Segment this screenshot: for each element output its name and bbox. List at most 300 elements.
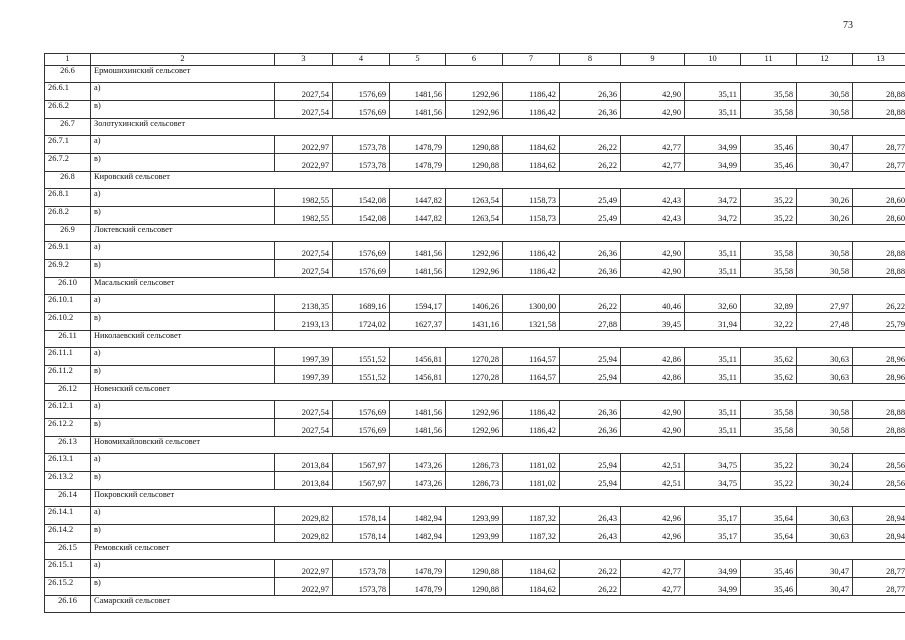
value-cell: 42,96 — [621, 525, 685, 543]
value-cell: 26,36 — [560, 242, 621, 260]
row-option: в) — [91, 260, 275, 278]
value-cell: 42,90 — [621, 401, 685, 419]
table-row — [45, 260, 905, 278]
value-cell: 1481,56 — [390, 419, 446, 437]
column-header: 13 — [853, 54, 905, 66]
value-cell: 28,88 — [853, 242, 905, 260]
value-cell: 28,96 — [853, 348, 905, 366]
group-number: 26.14 — [45, 490, 91, 507]
value-cell: 35,58 — [741, 419, 797, 437]
group-header-row — [45, 490, 905, 507]
group-header-row — [45, 172, 905, 189]
value-cell: 30,58 — [797, 242, 853, 260]
value-cell: 28,77 — [853, 136, 905, 154]
value-cell: 35,22 — [741, 454, 797, 472]
group-number: 26.16 — [45, 596, 91, 613]
row-id: 26.8.1 — [45, 189, 91, 207]
row-option: в) — [91, 366, 275, 384]
value-cell: 35,46 — [741, 136, 797, 154]
group-name: Локтевский сельсовет — [91, 225, 905, 242]
value-cell: 1627,37 — [390, 313, 446, 331]
value-cell: 2027,54 — [275, 242, 333, 260]
value-cell: 26,43 — [560, 507, 621, 525]
value-cell: 35,58 — [741, 260, 797, 278]
value-cell: 25,49 — [560, 189, 621, 207]
value-cell: 42,77 — [621, 154, 685, 172]
value-cell: 27,88 — [560, 313, 621, 331]
value-cell: 30,47 — [797, 136, 853, 154]
value-cell: 26,36 — [560, 83, 621, 101]
group-number: 26.8 — [45, 172, 91, 189]
row-option: а) — [91, 401, 275, 419]
value-cell: 26,36 — [560, 101, 621, 119]
group-name: Покровский сельсовет — [91, 490, 905, 507]
value-cell: 42,43 — [621, 189, 685, 207]
value-cell: 1181,02 — [503, 454, 560, 472]
value-cell: 1573,78 — [333, 154, 390, 172]
value-cell: 1576,69 — [333, 101, 390, 119]
page-number: 73 — [843, 20, 853, 31]
value-cell: 1573,78 — [333, 578, 390, 596]
row-id: 26.14.1 — [45, 507, 91, 525]
row-id: 26.8.2 — [45, 207, 91, 225]
row-id: 26.12.1 — [45, 401, 91, 419]
value-cell: 42,77 — [621, 136, 685, 154]
row-id: 26.13.2 — [45, 472, 91, 490]
group-number: 26.12 — [45, 384, 91, 401]
value-cell: 26,43 — [560, 525, 621, 543]
value-cell: 1292,96 — [446, 419, 503, 437]
value-cell: 1290,88 — [446, 136, 503, 154]
value-cell: 34,72 — [685, 189, 741, 207]
value-cell: 1578,14 — [333, 507, 390, 525]
value-cell: 1292,96 — [446, 401, 503, 419]
value-cell: 27,48 — [797, 313, 853, 331]
value-cell: 28,60 — [853, 189, 905, 207]
value-cell: 1186,42 — [503, 401, 560, 419]
value-cell: 28,88 — [853, 101, 905, 119]
row-option: в) — [91, 154, 275, 172]
column-header: 3 — [275, 54, 333, 66]
row-id: 26.9.2 — [45, 260, 91, 278]
row-option: в) — [91, 313, 275, 331]
value-cell: 42,96 — [621, 507, 685, 525]
value-cell: 1431,16 — [446, 313, 503, 331]
value-cell: 42,90 — [621, 242, 685, 260]
value-cell: 2193,13 — [275, 313, 333, 331]
value-cell: 28,60 — [853, 207, 905, 225]
value-cell: 30,63 — [797, 525, 853, 543]
value-cell: 28,77 — [853, 578, 905, 596]
value-cell: 32,60 — [685, 295, 741, 313]
value-cell: 35,58 — [741, 401, 797, 419]
row-option: а) — [91, 242, 275, 260]
value-cell: 1186,42 — [503, 260, 560, 278]
value-cell: 35,22 — [741, 207, 797, 225]
value-cell: 35,62 — [741, 348, 797, 366]
table-row — [45, 313, 905, 331]
value-cell: 1321,58 — [503, 313, 560, 331]
tariff-table — [44, 53, 905, 613]
value-cell: 1478,79 — [390, 560, 446, 578]
value-cell: 35,11 — [685, 419, 741, 437]
value-cell: 35,11 — [685, 242, 741, 260]
value-cell: 1481,56 — [390, 242, 446, 260]
table-body — [45, 54, 905, 613]
value-cell: 26,36 — [560, 260, 621, 278]
value-cell: 25,94 — [560, 348, 621, 366]
value-cell: 34,75 — [685, 472, 741, 490]
value-cell: 35,11 — [685, 348, 741, 366]
value-cell: 2013,84 — [275, 454, 333, 472]
column-header: 12 — [797, 54, 853, 66]
value-cell: 25,94 — [560, 366, 621, 384]
value-cell: 30,63 — [797, 507, 853, 525]
value-cell: 40,46 — [621, 295, 685, 313]
value-cell: 1567,97 — [333, 454, 390, 472]
value-cell: 1406,26 — [446, 295, 503, 313]
value-cell: 30,47 — [797, 154, 853, 172]
value-cell: 1481,56 — [390, 401, 446, 419]
value-cell: 2027,54 — [275, 260, 333, 278]
value-cell: 1578,14 — [333, 525, 390, 543]
value-cell: 2013,84 — [275, 472, 333, 490]
value-cell: 28,77 — [853, 560, 905, 578]
value-cell: 35,17 — [685, 525, 741, 543]
value-cell: 2027,54 — [275, 419, 333, 437]
group-name: Ремовский сельсовет — [91, 543, 905, 560]
value-cell: 1542,08 — [333, 189, 390, 207]
value-cell: 1573,78 — [333, 560, 390, 578]
value-cell: 1164,57 — [503, 348, 560, 366]
value-cell: 35,58 — [741, 101, 797, 119]
value-cell: 1576,69 — [333, 260, 390, 278]
group-header-row — [45, 119, 905, 136]
row-option: а) — [91, 507, 275, 525]
value-cell: 28,88 — [853, 260, 905, 278]
value-cell: 2022,97 — [275, 136, 333, 154]
row-id: 26.12.2 — [45, 419, 91, 437]
value-cell: 1724,02 — [333, 313, 390, 331]
value-cell: 1292,96 — [446, 260, 503, 278]
value-cell: 32,22 — [741, 313, 797, 331]
value-cell: 27,97 — [797, 295, 853, 313]
value-cell: 1293,99 — [446, 525, 503, 543]
value-cell: 25,79 — [853, 313, 905, 331]
value-cell: 31,94 — [685, 313, 741, 331]
value-cell: 1447,82 — [390, 189, 446, 207]
value-cell: 1263,54 — [446, 207, 503, 225]
value-cell: 1292,96 — [446, 83, 503, 101]
value-cell: 2138,35 — [275, 295, 333, 313]
value-cell: 30,58 — [797, 401, 853, 419]
group-name: Золотухинский сельсовет — [91, 119, 905, 136]
value-cell: 1187,32 — [503, 525, 560, 543]
table-row — [45, 189, 905, 207]
table-row — [45, 578, 905, 596]
group-number: 26.15 — [45, 543, 91, 560]
value-cell: 1482,94 — [390, 525, 446, 543]
value-cell: 25,94 — [560, 472, 621, 490]
value-cell: 1567,97 — [333, 472, 390, 490]
value-cell: 1478,79 — [390, 578, 446, 596]
value-cell: 1447,82 — [390, 207, 446, 225]
value-cell: 1181,02 — [503, 472, 560, 490]
value-cell: 1263,54 — [446, 189, 503, 207]
value-cell: 1481,56 — [390, 101, 446, 119]
group-name: Ермошихинский сельсовет — [91, 66, 905, 83]
row-id: 26.13.1 — [45, 454, 91, 472]
value-cell: 30,63 — [797, 348, 853, 366]
value-cell: 42,43 — [621, 207, 685, 225]
table-row — [45, 419, 905, 437]
value-cell: 2027,54 — [275, 101, 333, 119]
value-cell: 1292,96 — [446, 242, 503, 260]
column-header: 1 — [45, 54, 91, 66]
row-id: 26.6.1 — [45, 83, 91, 101]
value-cell: 1982,55 — [275, 207, 333, 225]
table-row — [45, 295, 905, 313]
value-cell: 30,26 — [797, 189, 853, 207]
value-cell: 35,17 — [685, 507, 741, 525]
value-cell: 30,24 — [797, 454, 853, 472]
value-cell: 28,77 — [853, 154, 905, 172]
value-cell: 42,90 — [621, 419, 685, 437]
value-cell: 1542,08 — [333, 207, 390, 225]
value-cell: 26,22 — [560, 560, 621, 578]
value-cell: 1186,42 — [503, 242, 560, 260]
value-cell: 1481,56 — [390, 83, 446, 101]
row-id: 26.14.2 — [45, 525, 91, 543]
row-id: 26.9.1 — [45, 242, 91, 260]
value-cell: 2027,54 — [275, 83, 333, 101]
value-cell: 1293,99 — [446, 507, 503, 525]
value-cell: 1478,79 — [390, 154, 446, 172]
header-row — [45, 54, 905, 66]
table-row — [45, 101, 905, 119]
value-cell: 28,56 — [853, 472, 905, 490]
value-cell: 1300,00 — [503, 295, 560, 313]
value-cell: 1551,52 — [333, 348, 390, 366]
value-cell: 35,11 — [685, 101, 741, 119]
value-cell: 35,11 — [685, 260, 741, 278]
table-row — [45, 560, 905, 578]
value-cell: 1473,26 — [390, 472, 446, 490]
value-cell: 30,47 — [797, 560, 853, 578]
value-cell: 26,22 — [560, 578, 621, 596]
group-name: Кировский сельсовет — [91, 172, 905, 189]
value-cell: 39,45 — [621, 313, 685, 331]
group-name: Масальский сельсовет — [91, 278, 905, 295]
value-cell: 28,88 — [853, 83, 905, 101]
column-header: 10 — [685, 54, 741, 66]
group-number: 26.7 — [45, 119, 91, 136]
value-cell: 2022,97 — [275, 578, 333, 596]
column-header: 5 — [390, 54, 446, 66]
value-cell: 26,36 — [560, 419, 621, 437]
value-cell: 30,58 — [797, 260, 853, 278]
value-cell: 2022,97 — [275, 154, 333, 172]
value-cell: 1290,88 — [446, 154, 503, 172]
value-cell: 30,26 — [797, 207, 853, 225]
table-row — [45, 472, 905, 490]
table-row — [45, 154, 905, 172]
row-id: 26.11.1 — [45, 348, 91, 366]
value-cell: 1184,62 — [503, 560, 560, 578]
value-cell: 42,86 — [621, 348, 685, 366]
row-option: в) — [91, 578, 275, 596]
column-header: 7 — [503, 54, 560, 66]
value-cell: 34,99 — [685, 136, 741, 154]
value-cell: 28,56 — [853, 454, 905, 472]
value-cell: 35,64 — [741, 525, 797, 543]
row-option: а) — [91, 83, 275, 101]
value-cell: 1187,32 — [503, 507, 560, 525]
value-cell: 42,90 — [621, 260, 685, 278]
table-row — [45, 454, 905, 472]
value-cell: 1576,69 — [333, 401, 390, 419]
row-option: в) — [91, 207, 275, 225]
value-cell: 1184,62 — [503, 154, 560, 172]
group-header-row — [45, 225, 905, 242]
value-cell: 28,88 — [853, 419, 905, 437]
group-header-row — [45, 543, 905, 560]
value-cell: 34,99 — [685, 578, 741, 596]
value-cell: 1473,26 — [390, 454, 446, 472]
value-cell: 35,11 — [685, 83, 741, 101]
value-cell: 42,77 — [621, 560, 685, 578]
group-header-row — [45, 278, 905, 295]
value-cell: 1186,42 — [503, 419, 560, 437]
value-cell: 35,46 — [741, 578, 797, 596]
value-cell: 35,11 — [685, 366, 741, 384]
row-option: а) — [91, 348, 275, 366]
table-row — [45, 242, 905, 260]
row-id: 26.11.2 — [45, 366, 91, 384]
value-cell: 30,58 — [797, 83, 853, 101]
value-cell: 34,99 — [685, 560, 741, 578]
value-cell: 1164,57 — [503, 366, 560, 384]
row-option: а) — [91, 295, 275, 313]
value-cell: 1982,55 — [275, 189, 333, 207]
value-cell: 1689,16 — [333, 295, 390, 313]
group-header-row — [45, 384, 905, 401]
group-header-row — [45, 437, 905, 454]
value-cell: 30,24 — [797, 472, 853, 490]
value-cell: 2022,97 — [275, 560, 333, 578]
value-cell: 42,51 — [621, 472, 685, 490]
value-cell: 1478,79 — [390, 136, 446, 154]
row-option: а) — [91, 136, 275, 154]
value-cell: 1576,69 — [333, 242, 390, 260]
value-cell: 35,46 — [741, 560, 797, 578]
group-header-row — [45, 596, 905, 613]
value-cell: 1158,73 — [503, 189, 560, 207]
row-option: в) — [91, 101, 275, 119]
row-option: в) — [91, 472, 275, 490]
value-cell: 1158,73 — [503, 207, 560, 225]
row-id: 26.6.2 — [45, 101, 91, 119]
value-cell: 32,89 — [741, 295, 797, 313]
value-cell: 30,58 — [797, 101, 853, 119]
table-row — [45, 401, 905, 419]
group-name: Николаевский сельсовет — [91, 331, 905, 348]
column-header: 6 — [446, 54, 503, 66]
value-cell: 30,63 — [797, 366, 853, 384]
group-name: Самарский сельсовет — [91, 596, 905, 613]
row-id: 26.15.2 — [45, 578, 91, 596]
value-cell: 1573,78 — [333, 136, 390, 154]
row-option: в) — [91, 419, 275, 437]
value-cell: 34,75 — [685, 454, 741, 472]
row-option: а) — [91, 189, 275, 207]
table-row — [45, 136, 905, 154]
value-cell: 35,11 — [685, 401, 741, 419]
value-cell: 26,22 — [853, 295, 905, 313]
value-cell: 34,99 — [685, 154, 741, 172]
value-cell: 34,72 — [685, 207, 741, 225]
group-name: Новенский сельсовет — [91, 384, 905, 401]
value-cell: 1576,69 — [333, 83, 390, 101]
column-header: 9 — [621, 54, 685, 66]
value-cell: 1482,94 — [390, 507, 446, 525]
row-option: а) — [91, 454, 275, 472]
value-cell: 30,47 — [797, 578, 853, 596]
value-cell: 42,90 — [621, 83, 685, 101]
value-cell: 35,22 — [741, 189, 797, 207]
value-cell: 25,49 — [560, 207, 621, 225]
group-header-row — [45, 66, 905, 83]
value-cell: 1292,96 — [446, 101, 503, 119]
value-cell: 2029,82 — [275, 507, 333, 525]
value-cell: 1286,73 — [446, 472, 503, 490]
value-cell: 35,58 — [741, 242, 797, 260]
value-cell: 1456,81 — [390, 366, 446, 384]
value-cell: 26,22 — [560, 154, 621, 172]
value-cell: 1186,42 — [503, 101, 560, 119]
row-id: 26.7.2 — [45, 154, 91, 172]
value-cell: 1290,88 — [446, 560, 503, 578]
value-cell: 35,64 — [741, 507, 797, 525]
group-number: 26.10 — [45, 278, 91, 295]
value-cell: 35,46 — [741, 154, 797, 172]
value-cell: 1184,62 — [503, 136, 560, 154]
table-row — [45, 83, 905, 101]
table-row — [45, 366, 905, 384]
value-cell: 35,58 — [741, 83, 797, 101]
table-row — [45, 207, 905, 225]
column-header: 4 — [333, 54, 390, 66]
value-cell: 1290,88 — [446, 578, 503, 596]
value-cell: 35,62 — [741, 366, 797, 384]
value-cell: 28,96 — [853, 366, 905, 384]
value-cell: 1576,69 — [333, 419, 390, 437]
row-id: 26.15.1 — [45, 560, 91, 578]
row-option: а) — [91, 560, 275, 578]
group-name: Новомихайловский сельсовет — [91, 437, 905, 454]
value-cell: 1551,52 — [333, 366, 390, 384]
row-id: 26.10.2 — [45, 313, 91, 331]
value-cell: 1186,42 — [503, 83, 560, 101]
value-cell: 1997,39 — [275, 348, 333, 366]
value-cell: 42,77 — [621, 578, 685, 596]
group-number: 26.6 — [45, 66, 91, 83]
value-cell: 25,94 — [560, 454, 621, 472]
value-cell: 42,90 — [621, 101, 685, 119]
value-cell: 26,22 — [560, 136, 621, 154]
value-cell: 2027,54 — [275, 401, 333, 419]
column-header: 2 — [91, 54, 275, 66]
